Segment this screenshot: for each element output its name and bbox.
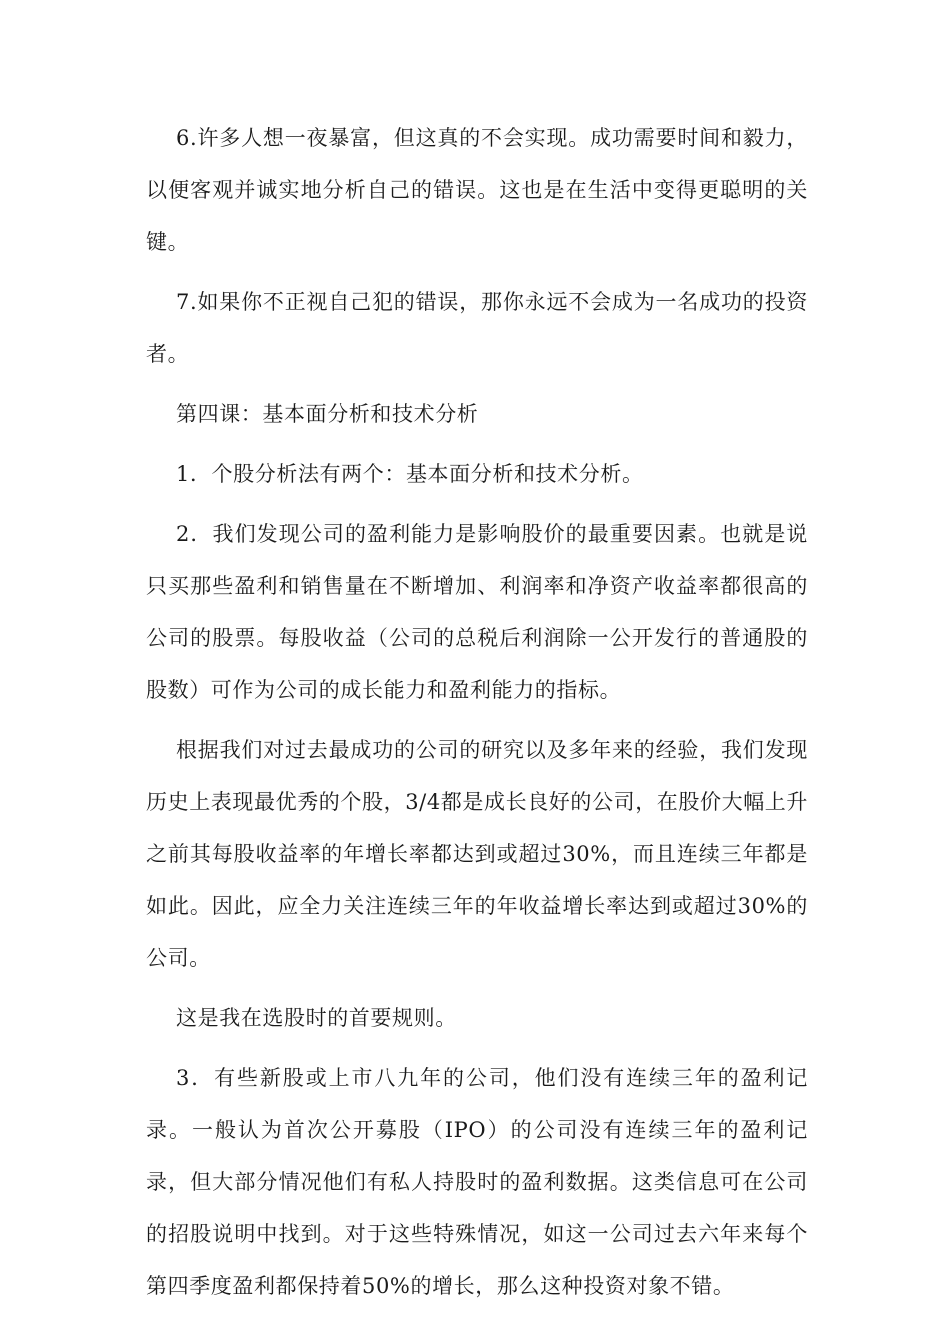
paragraph-analysis-point-3: 3．有些新股或上市八九年的公司，他们没有连续三年的盈利记录。一般认为首次公开募股（IPO）的公司没有连续三年的盈利记录，但大部分情况他们有私人持股时的盈利数据。这类信息可在公司的招股说明中找到。对于这些特殊情况，如这一公司过去六年来每个第四季度盈利都保持着50%的增长，那么这种投资对象不错。 xyxy=(146,1066,808,1298)
paragraph-first-rule: 这是我在选股时的首要规则。 xyxy=(176,1006,457,1030)
paragraph-lesson-point-7: 7.如果你不正视自己犯的错误，那你永远不会成为一名成功的投资者。 xyxy=(146,290,808,366)
document-body xyxy=(146,112,808,1320)
paragraph-research-findings: 根据我们对过去最成功的公司的研究以及多年来的经验，我们发现历史上表现最优秀的个股，3/4都是成长良好的公司，在股价大幅上升之前其每股收益率的年增长率都达到或超过30%，而且连续三年都是如此。因此，应全力关注连续三年的年收益增长率达到或超过30%的公司。 xyxy=(146,738,808,970)
paragraph-lesson-point-6: 6.许多人想一夜暴富，但这真的不会实现。成功需要时间和毅力，以便客观并诚实地分析自己的错误。这也是在生活中变得更聪明的关键。 xyxy=(146,126,808,254)
lesson-four-heading: 第四课：基本面分析和技术分析 xyxy=(176,402,479,426)
paragraph-analysis-point-2: 2．我们发现公司的盈利能力是影响股价的最重要因素。也就是说只买那些盈利和销售量在不断增加、利润率和净资产收益率都很高的公司的股票。每股收益（公司的总税后利润除一公开发行的普通股的股数）可作为公司的成长能力和盈利能力的指标。 xyxy=(146,522,808,702)
paragraph-analysis-point-1: 1．个股分析法有两个：基本面分析和技术分析。 xyxy=(176,462,644,486)
